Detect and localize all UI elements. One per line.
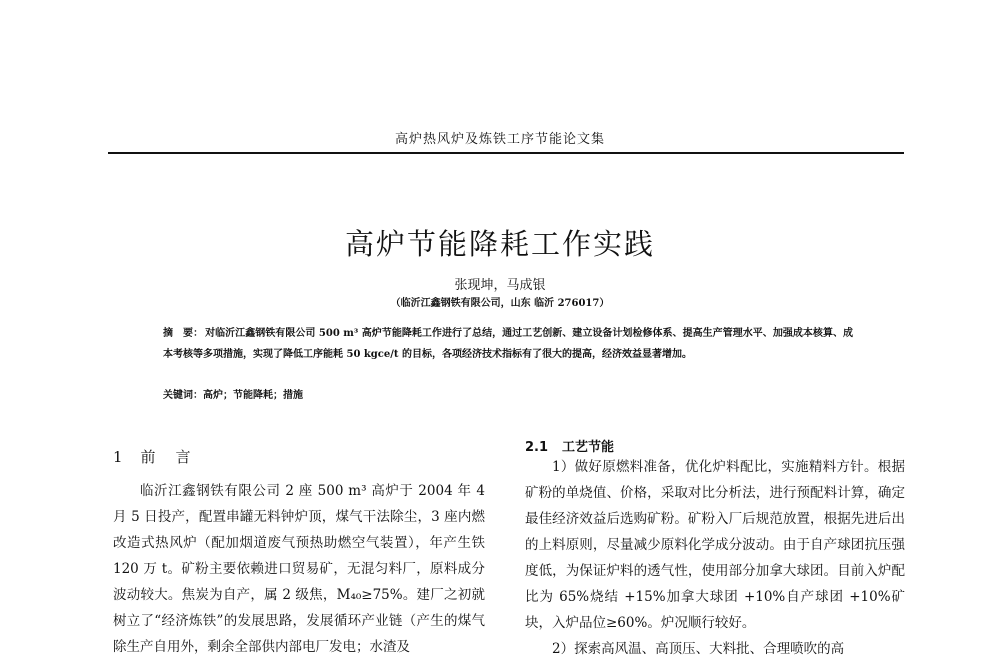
affiliation: （临沂江鑫钢铁有限公司，山东 临沂 276017） <box>390 298 610 309</box>
keywords-label: 关键词： <box>163 390 203 401</box>
section-1-body: 临沂江鑫钢铁有限公司 2 座 500 m³ 高炉于 2004 年 4 月 5 日投产，配置串罐无料钟炉顶，煤气干法除尘，3 座内燃改造式热风炉（配加烟道废气预热助燃空气装置），年产生铁 120 万 t。矿粉主要依赖进口贸易矿，无混匀料厂，原料成分波动较大。焦炭为自产，属 2 级焦，M₄₀≥75%。建厂之初就树立了“经济炼铁”的发展思路，发展循环产业链（产生的煤气除生产自用外，剩余全部供内部电厂发电；水渣及 <box>113 483 485 655</box>
paragraph: 1）做好原燃料准备，优化炉料配比，实施精料方针。根据矿粉的单烧值、价格，采取对比分析法，进行预配料计算，确定最佳经济效益后选购矿粉。矿粉入厂后规范放置，根据先进后出的上料原则，尽量减少原料化学成分波动。由于自产球团抗压强度低，为保证炉料的透气性，使用部分加拿大球团。目前入炉配比为 65%烧结 +15%加拿大球团 +10%自产球团 +10%矿块，入炉品位≥60%。炉况顺行较好。 <box>525 459 905 631</box>
abstract <box>163 323 853 365</box>
header-rule <box>108 152 904 154</box>
abstract-label: 摘 要： <box>163 328 204 339</box>
section-2-1-title: 工艺节能 <box>562 440 615 455</box>
keywords <box>163 386 853 401</box>
section-1-heading <box>113 446 211 467</box>
running-head: 高炉热风炉及炼铁工序节能论文集 <box>394 132 605 147</box>
section-2-1-body <box>525 454 905 662</box>
abstract-text: 对临沂江鑫钢铁有限公司 500 m³ 高炉节能降耗工作进行了总结，通过工艺创新、建立设备计划检修体系、提高生产管理水平、加强成本核算、成本考核等多项措施，实现了降低工序能耗 50 kgce/t 的目标，各项经济技术指标有了很大的提高，经济效益显著增加。 <box>163 328 854 360</box>
section-2-1-heading <box>525 436 614 455</box>
paragraph: 2）探索高风温、高顶压、大料批、合理喷吹的高 <box>552 641 845 657</box>
paper-title: 高炉节能降耗工作实践 <box>344 227 655 261</box>
keywords-text: 高炉；节能降耗；措施 <box>203 390 303 401</box>
section-1-title: 前言 <box>140 448 211 466</box>
authors: 张现坤，马成银 <box>454 278 546 293</box>
section-2-1-number: 2.1 <box>525 440 549 455</box>
section-1-number: 1 <box>113 448 125 466</box>
